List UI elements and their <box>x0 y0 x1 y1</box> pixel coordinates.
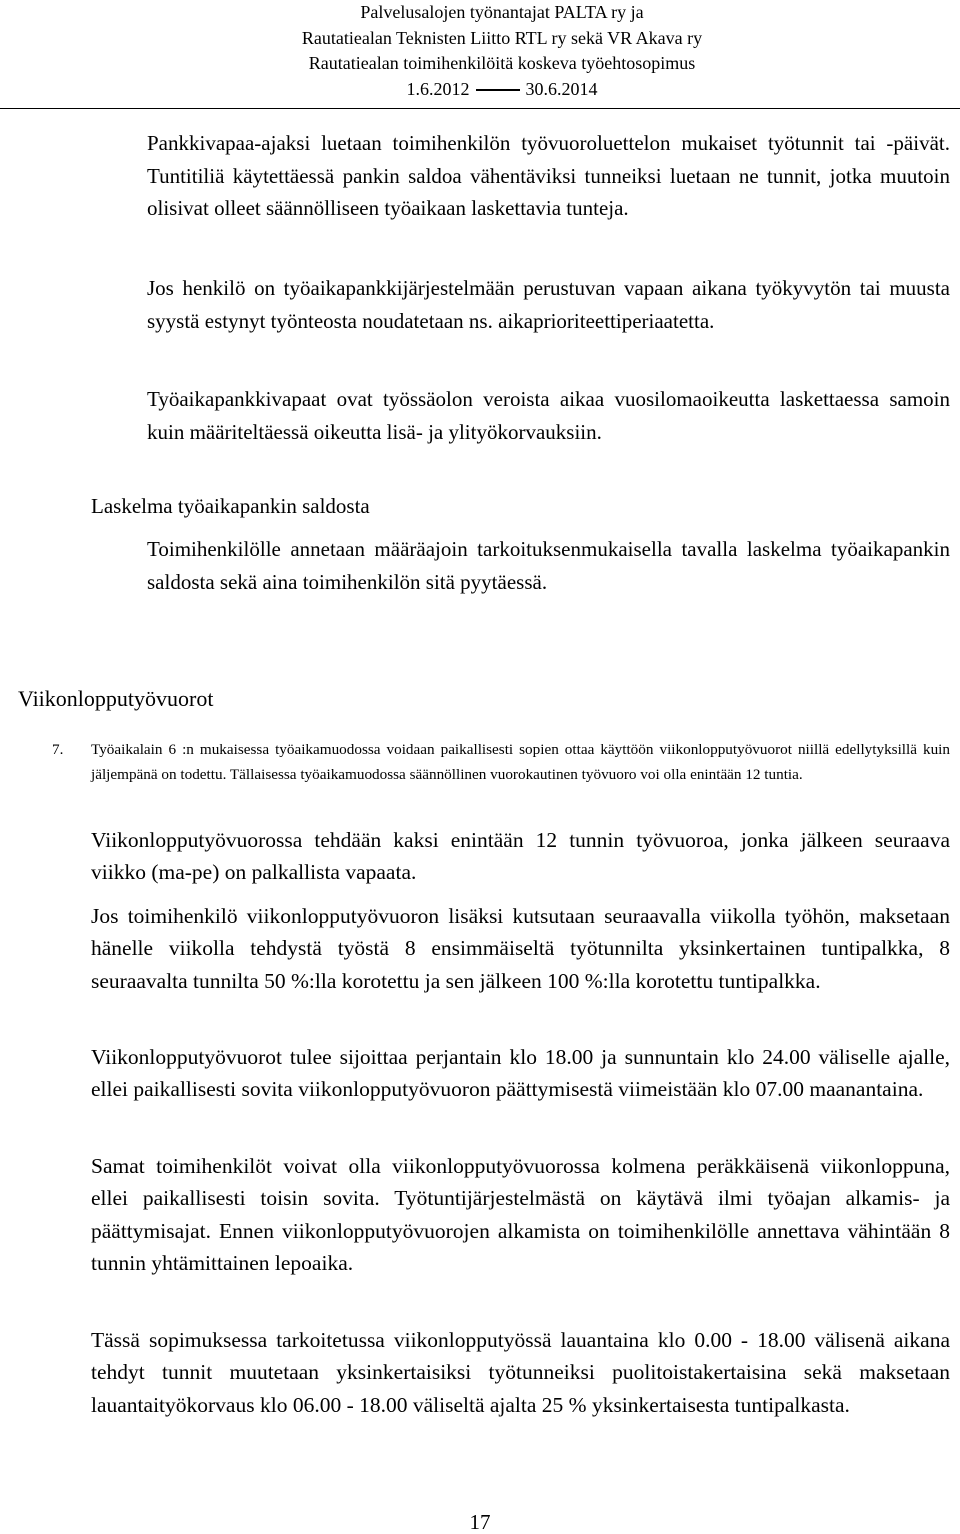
header-line-1: Palvelusalojen työnantajat PALTA ry ja <box>360 2 644 22</box>
document-header <box>0 0 960 102</box>
header-line-2: Rautatiealan Teknisten Liitto RTL ry sekä VR Akava ry <box>301 27 703 48</box>
date-start: 1.6.2012 <box>406 78 470 99</box>
section-title: Viikonlopputyövuorot <box>18 686 214 711</box>
paragraph-peräkkäiset: Samat toimihenkilöt voivat olla viikonlopputyövuorossa kolmena peräkkäisenä viikonloppuna, ellei paikallisesti toisin sovita. Työtuntijärjestelmästä on käytävä ilmi työajan alkamis- ja päättymisajat. Ennen viikonlopputyövuorojen alkamista on toimihenkilölle annettava vähintään 8 tunnin yhtämittainen lepoaika. <box>91 1154 950 1276</box>
paragraph-lisatyo: Jos toimihenkilö viikonlopputyövuoron lisäksi kutsutaan seuraavalla viikolla työhön, maksetaan hänelle viikolla tehdystä työstä 8 ensimmäiseltä työtunnilta yksinkertainen tuntipalkka, 8 seuraavalta tunnilta 50 %:lla korotettu ja sen jälkeen 100 %:lla korotettu tuntipalkka. <box>91 904 950 993</box>
date-dash <box>476 89 520 91</box>
header-rule <box>0 108 960 109</box>
paragraph-viikonlopputyovuoro: Viikonlopputyövuorossa tehdään kaksi enintään 12 tunnin työvuoroa, jonka jälkeen seuraava viikko (ma-pe) on palkallista vapaata. <box>91 828 950 885</box>
paragraph-aikaprioriteetti: Jos henkilö on työaikapankkijärjestelmään perustuvan vapaan aikana työkyvytön tai muusta syystä estynyt työnteosta noudatetaan ns. aikaprioriteettiperiaatetta. <box>147 276 950 333</box>
item-number: 7. <box>52 741 64 758</box>
item-text: Työaikalain 6 :n mukaisessa työaikamuodossa voidaan paikallisesti sopien ottaa käyttöön viikonlopputyövuorot niillä edellytyksillä kuin jäljempänä on todettu. Tällaisessa työaikamuodossa säännöllinen vuorokautinen työvuoro voi olla enintään 12 tuntia. <box>91 741 950 783</box>
header-date-range <box>0 77 960 103</box>
header-line-3: Rautatiealan toimihenkilöitä koskeva työehtosopimus <box>308 53 696 73</box>
paragraph-sijoittaminen: Viikonlopputyövuorot tulee sijoittaa perjantain klo 18.00 ja sunnuntain klo 24.00 väliselle ajalle, ellei paikallisesti sovita viikonlopputyövuoron päättymisestä viimeistään klo 07.00 maanantaina. <box>91 1045 950 1102</box>
subheading-laskelma: Laskelma työaikapankin saldosta <box>91 494 370 518</box>
numbered-item-7 <box>52 738 950 787</box>
paragraph-vuosilomaoikeus: Työaikapankkivapaat ovat työssäolon veroista aikaa vuosilomaoikeutta laskettaessa samoin kuin määriteltäessä oikeutta lisä- ja ylityökorvauksiin. <box>147 387 950 444</box>
page-number: 17 <box>469 1510 491 1534</box>
paragraph-laskelma: Toimihenkilölle annetaan määräajoin tarkoituksenmukaisella tavalla laskelma työaikapankin saldosta sekä aina toimihenkilön sitä pyytäessä. <box>147 537 950 594</box>
paragraph-lauantaityo: Tässä sopimuksessa tarkoitetussa viikonlopputyössä lauantaina klo 0.00 - 18.00 välisenä aikana tehdyt tunnit muutetaan yksinkertaisiksi työtunneiksi puolitoistakertaisina sekä maksetaan lauantaityökorvaus klo 06.00 - 18.00 väliseltä ajalta 25 % yksinkertaisesta tuntipalkasta. <box>91 1328 950 1417</box>
date-end: 30.6.2014 <box>525 78 598 99</box>
paragraph-pankkivapaa: Pankkivapaa-ajaksi luetaan toimihenkilön työvuoroluettelon mukaiset työtunnit tai -päivät. Tuntitiliä käytettäessä pankin saldoa vähentäviksi tunneiksi luetaan ne tunnit, jotka muutoin olisivat olleet säännölliseen työaikaan laskettavia tunteja. <box>147 131 950 220</box>
